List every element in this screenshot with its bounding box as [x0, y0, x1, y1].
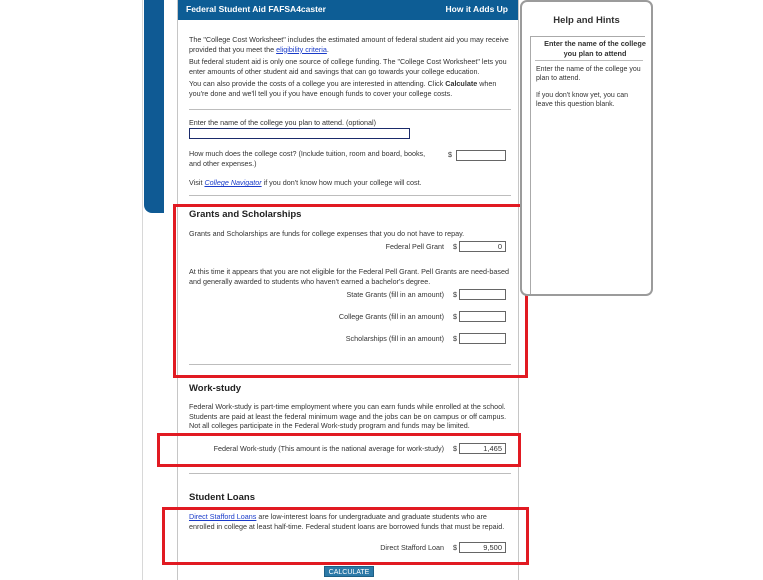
divider	[189, 195, 511, 196]
college-navigator-link[interactable]: College Navigator	[204, 178, 262, 187]
college-navigator-text: Visit College Navigator if you don't know how much your college will cost.	[189, 178, 422, 187]
worksheet-header	[178, 0, 518, 20]
help-paragraph-1: Enter the name of the college you plan to attend.	[536, 66, 641, 83]
loans-heading: Student Loans	[189, 492, 255, 503]
help-paragraph-2: If you don't know yet, you can leave this question blank.	[536, 92, 629, 109]
intro-paragraph-3: You can also provide the costs of a college you are interested in attending. Click Calculate when you're done and we'll tell you if you have enough funds to cover your college costs.	[189, 79, 497, 98]
scholarships-label: Scholarships (fill in an amount)	[345, 334, 444, 343]
currency-sign: $	[453, 312, 457, 321]
pell-grant-field: 0	[459, 241, 506, 252]
college-cost-input[interactable]	[456, 150, 506, 161]
college-name-label: Enter the name of the college you plan to attend. (optional)	[189, 118, 376, 127]
workstudy-description: Federal Work-study is part-time employment where you can earn funds while enrolled at the school. Students are paid at least the federal minimum wage and the jobs can be on campus or off campus. Not all colleges participate in the Federal Work-study program and funds may be limited.	[189, 402, 507, 431]
help-and-hints-panel	[520, 0, 653, 296]
loans-description: Direct Stafford Loans are low-interest loans for undergraduate and graduate students who are enrolled in college at least half-time. Federal student loans are borrowed funds that must be repaid.	[189, 512, 505, 531]
eligibility-criteria-link[interactable]: eligibility criteria	[276, 44, 327, 54]
left-page-border	[142, 0, 143, 580]
workstudy-heading: Work-study	[189, 383, 242, 394]
currency-sign: $	[453, 334, 457, 343]
help-divider	[535, 60, 643, 61]
stafford-loan-field: 9,500	[459, 542, 506, 553]
currency-sign: $	[453, 543, 457, 552]
currency-sign: $	[453, 242, 457, 251]
divider	[189, 473, 511, 474]
pell-grant-note: At this time it appears that you are not eligible for the Federal Pell Grant. Pell Grants are need-based and generally awarded to students who haven't earned a bachelor's degree.	[189, 267, 510, 286]
direct-stafford-loans-link[interactable]: Direct Stafford Loans	[189, 512, 257, 521]
highlight-workstudy-box	[157, 433, 521, 467]
state-grants-label: State Grants (fill in an amount)	[346, 290, 444, 299]
highlight-loans-box	[162, 507, 529, 565]
intro-paragraph-1: The "College Cost Worksheet" includes the estimated amount of federal student aid you may receive provided that you meet the eligibility criteria.	[189, 35, 509, 54]
calculate-button[interactable]: CALCULATE	[324, 566, 374, 577]
currency-sign: $	[453, 290, 457, 299]
workstudy-label: Federal Work-study (This amount is the national average for work-study)	[213, 444, 444, 453]
grants-description: Grants and Scholarships are funds for college expenses that you do not have to repay.	[189, 229, 465, 238]
college-name-input[interactable]	[189, 128, 410, 139]
workstudy-field: 1,465	[459, 443, 506, 454]
currency-sign: $	[448, 150, 452, 159]
college-cost-label: How much does the college cost? (Include tuition, room and board, books, and other expenses.)	[189, 149, 426, 168]
stafford-loan-label: Direct Stafford Loan	[380, 543, 444, 552]
divider	[189, 109, 511, 110]
pell-grant-label: Federal Pell Grant	[385, 242, 444, 251]
header-title: Federal Student Aid FAFSA4caster	[186, 4, 326, 14]
currency-sign: $	[453, 444, 457, 453]
grants-heading: Grants and Scholarships	[189, 209, 302, 220]
header-how-it-adds-up[interactable]: How it Adds Up	[445, 4, 508, 14]
left-navigation-tab	[144, 0, 164, 213]
help-content	[530, 36, 645, 294]
help-subtitle: Enter the name of the college you plan to attend	[544, 39, 646, 58]
highlight-grants-box	[173, 204, 528, 378]
college-grants-label: College Grants (fill in an amount)	[338, 312, 444, 321]
intro-paragraph-2: But federal student aid is only one source of college funding. The "College Cost Worksheet" lets you enter amounts of other student aid and savings that can go towards your college education.	[189, 57, 507, 76]
help-title: Help and Hints	[553, 15, 620, 26]
